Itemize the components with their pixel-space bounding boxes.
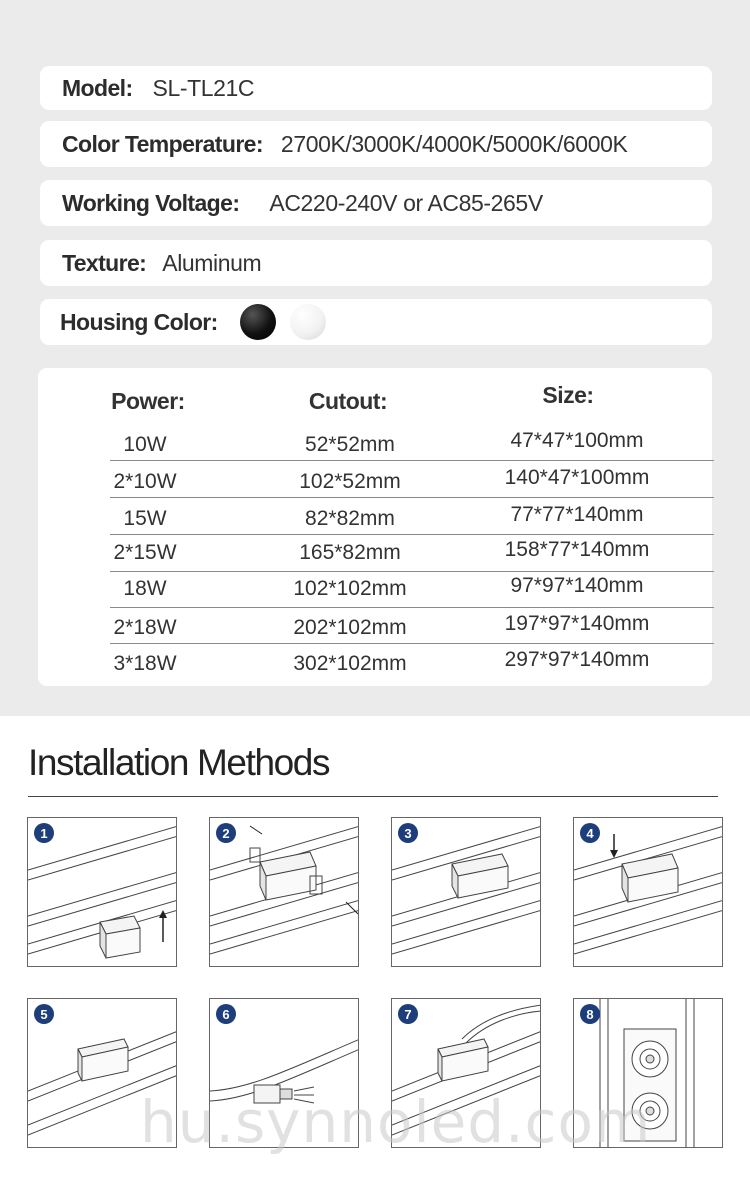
power-cell: 18W <box>123 577 167 600</box>
size-table <box>38 368 712 686</box>
table-row <box>110 498 714 535</box>
spec-value: Aluminum <box>162 249 262 276</box>
size-cell: 77*77*140mm <box>510 503 644 526</box>
cutout-cell: 52*52mm <box>305 433 395 456</box>
spec-label: Housing Color: <box>60 308 218 335</box>
arrow-icon <box>250 826 262 834</box>
spring-clip-icon <box>250 848 260 862</box>
size-cell: 297*97*140mm <box>504 648 650 671</box>
spec-housing-color <box>40 299 712 345</box>
step-number-badge: 4 <box>580 823 600 843</box>
install-step-4 <box>573 817 723 967</box>
spec-label: Working Voltage: <box>62 189 240 216</box>
spec-label: Texture: <box>62 249 147 276</box>
title-divider <box>28 796 718 797</box>
table-row <box>110 607 714 644</box>
table-row <box>110 535 714 572</box>
cutout-cell: 202*102mm <box>293 616 407 639</box>
spec-color-temperature <box>40 121 712 167</box>
power-cell: 3*18W <box>113 652 177 675</box>
table-row <box>110 424 714 461</box>
light-box-icon <box>78 1039 128 1081</box>
cutout-cell: 102*52mm <box>299 470 401 493</box>
downlight-icon <box>632 1041 668 1077</box>
black-color-swatch <box>240 304 276 340</box>
light-box-icon <box>260 852 316 900</box>
spec-value: SL-TL21C <box>152 74 255 101</box>
size-cell: 97*97*140mm <box>510 574 644 597</box>
install-step-2 <box>209 817 359 967</box>
cutout-cell: 102*102mm <box>293 577 407 600</box>
install-step-1 <box>27 817 177 967</box>
step-number-badge: 5 <box>34 1004 54 1024</box>
step-number-badge: 8 <box>580 1004 600 1024</box>
cutout-cell: 82*82mm <box>305 507 395 530</box>
spec-texture <box>40 240 712 286</box>
step-number-badge: 6 <box>216 1004 236 1024</box>
spec-value: 2700K/3000K/4000K/5000K/6000K <box>280 130 628 157</box>
power-cell: 2*18W <box>113 616 177 639</box>
cutout-cell: 165*82mm <box>299 541 401 564</box>
size-cell: 158*77*140mm <box>504 538 650 561</box>
light-box-icon <box>622 854 678 902</box>
light-box-icon <box>100 916 140 958</box>
header-size: Size: <box>542 382 594 408</box>
header-cutout: Cutout: <box>308 388 388 414</box>
cutout-cell: 302*102mm <box>293 652 407 675</box>
table-row <box>110 571 714 608</box>
step-number-badge: 7 <box>398 1004 418 1024</box>
light-box-icon <box>452 854 508 898</box>
installation-title: Installation Methods <box>28 742 330 783</box>
header-power: Power: <box>111 388 185 414</box>
spec-working-voltage <box>40 180 712 226</box>
white-color-swatch <box>290 304 326 340</box>
power-cell: 2*10W <box>113 470 177 493</box>
spec-model <box>40 66 712 110</box>
install-step-3 <box>391 817 541 967</box>
watermark: hu.synnoled.com <box>140 1088 652 1156</box>
light-box-icon <box>438 1039 488 1081</box>
spec-label: Color Temperature: <box>62 130 263 157</box>
spec-label: Model: <box>62 74 133 101</box>
size-cell: 140*47*100mm <box>504 466 650 489</box>
step-number-badge: 2 <box>216 823 236 843</box>
size-cell: 197*97*140mm <box>504 612 650 635</box>
power-cell: 2*15W <box>113 541 177 564</box>
table-row <box>110 644 714 680</box>
power-cell: 15W <box>123 507 167 530</box>
power-cell: 10W <box>123 433 167 456</box>
spec-value: AC220-240V or AC85-265V <box>269 189 543 216</box>
size-cell: 47*47*100mm <box>510 429 644 452</box>
step-number-badge: 3 <box>398 823 418 843</box>
step-number-badge: 1 <box>34 823 54 843</box>
table-row <box>110 461 714 498</box>
